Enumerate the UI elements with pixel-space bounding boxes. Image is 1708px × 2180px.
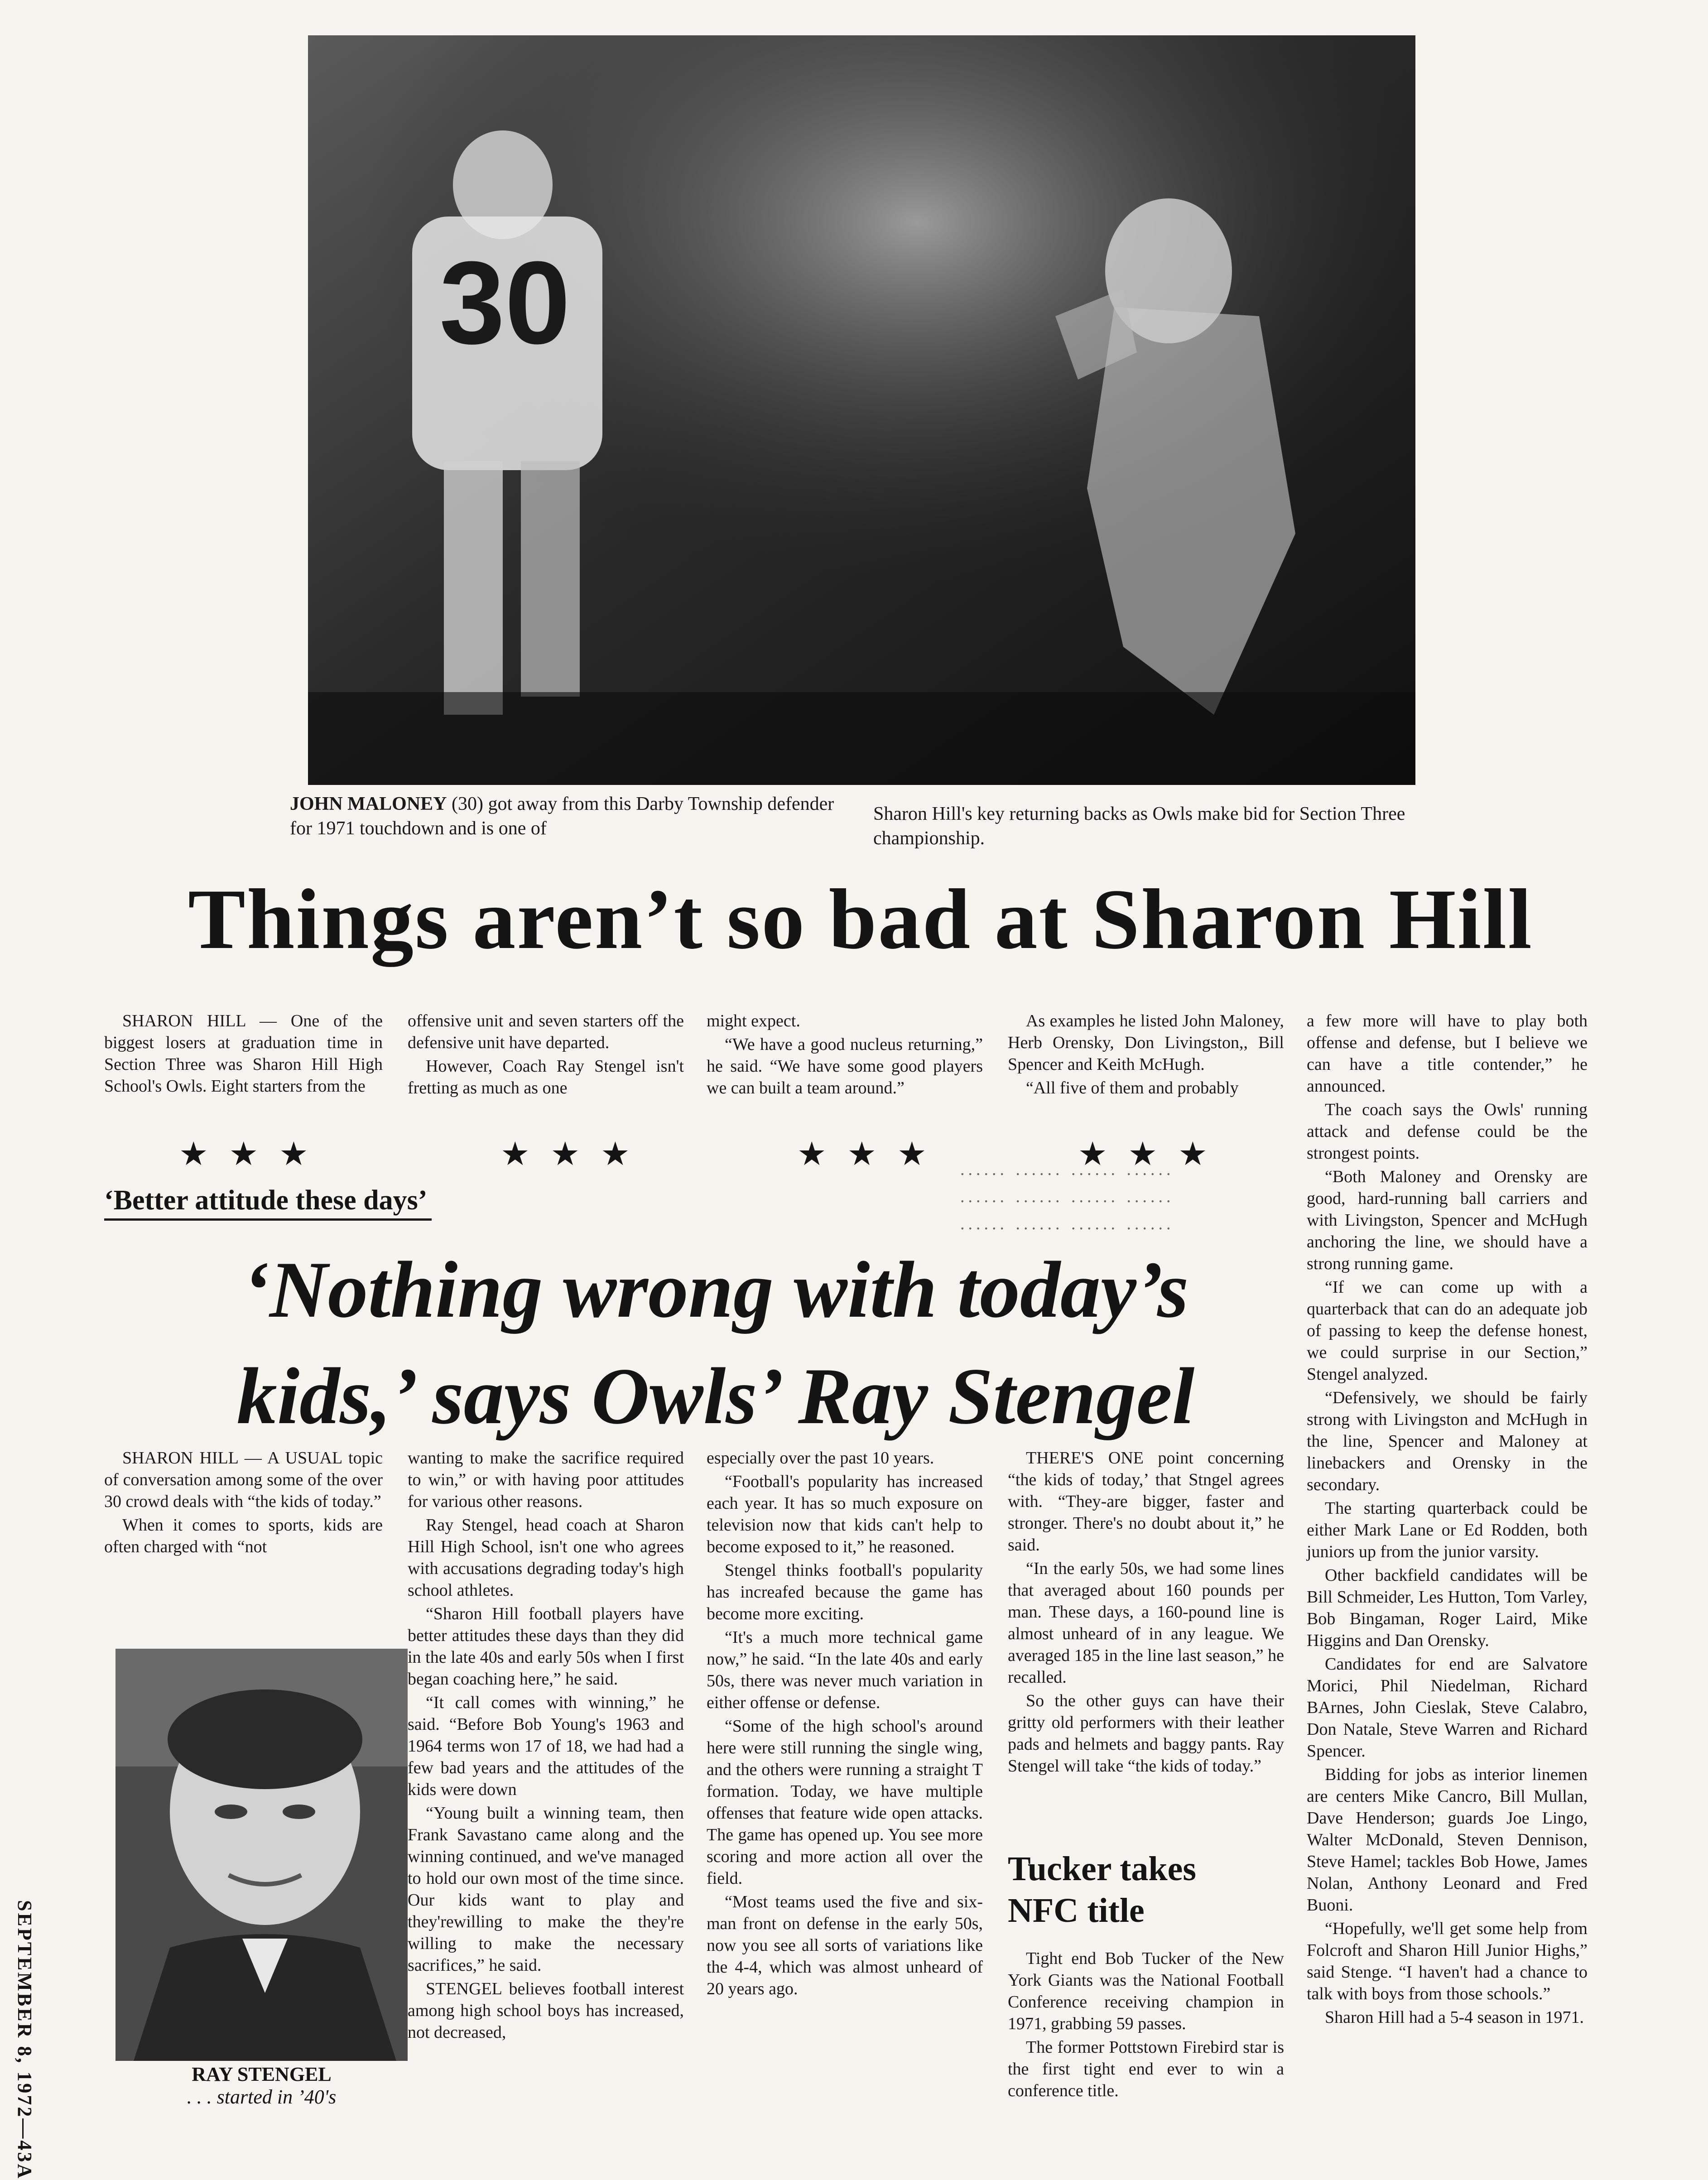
star-divider-3: ★★★	[797, 1135, 948, 1173]
photo-caption-left: JOHN MALONEY (30) got away from this Darby Township defender for 1971 touchdown and is one of	[290, 794, 834, 839]
photo-caption-right: Sharon Hill's key returning backs as Owls make bid for Section Three championship.	[873, 804, 1405, 849]
page-dateline: SEPTEMBER 8, 1972—43A	[14, 1900, 36, 2180]
second-headline-line-2: kids,’ says Owls’ Ray Stengel	[236, 1351, 1195, 1441]
story2-column-4: THERE'S ONE point concerning “the kids of today,’ that Stngel agrees with. “They-are bigger, faster and stronger. There's no doubt about it,” he said. “In the early 50s, we had some lines that averaged about 160 pounds per man. These days, a 160-pound line is almost unheard of in any league. We averaged 185 in the line last season,” he recalled. So the other guys can have their gritty old performers with their leather pads and helmets and baggy pants. Ray Stengel will take “the kids of today.”	[1008, 1449, 1284, 1776]
portrait-caption	[115, 2063, 408, 2108]
story2-column-1: SHARON HILL — A USUAL topic of conversation among some of the over 30 crowd deals with “the kids of today.” When it comes to sports, kids are often charged with “not	[104, 1449, 383, 1556]
dotted-filler-2: ...... ...... ...... ......	[960, 1187, 1174, 1206]
story2-column-3: especially over the past 10 years. “Football's popularity has increased each year. It has so much exposure on television now that kids can't help to become exposed to it,” he reasoned. Stengel thinks football's popularity has increafed because the game has become more exciting. “It's a much more technical game now,” he said. “In the late 40s and early 50s, there was never much variation in either offense or defense. “Some of the high school's around here were still running the single wing, and the others were running a straight T formation. Today, we have multiple offenses that feature wide open attacks. The game has opened up. You see more scoring and more action all over the field. “Most teams used the five and six-man front on defense in the early 50s, now you see all sorts of variations like the 4-4, which was almost unheard of 20 years ago.	[707, 1449, 983, 1998]
dotted-filler-3: ...... ...... ...... ......	[960, 1214, 1174, 1233]
star-divider-4: ★★★	[1078, 1135, 1228, 1173]
story1-column-2: offensive unit and seven starters off the defensive unit have departed. However, Coach Ray Stengel isn't fretting as much as one	[408, 1011, 684, 1097]
game-photo	[308, 35, 1415, 785]
sidebar-headline-line-2: NFC title	[1008, 1891, 1145, 1930]
sidebar-headline	[1008, 1848, 1270, 1931]
sidebar-headline-line-1: Tucker takes	[1008, 1850, 1196, 1888]
kicker-headline: ‘Better attitude these days’	[104, 1182, 432, 1221]
portrait-caption-sub: . . . started in ’40's	[187, 2086, 337, 2108]
dotted-filler-1: ...... ...... ...... ......	[960, 1160, 1174, 1179]
sidebar-body: Tight end Bob Tucker of the New York Giants was the National Football Conference receiving champion in 1971, grabbing 59 passes. The former Pottstown Firebird star is the first tight end ever to win a conference title.	[1008, 1949, 1284, 2100]
second-headline-line-1: ‘Nothing wrong with today’s	[242, 1245, 1189, 1334]
story2-column-2: wanting to make the sacrifice required to win,” or with having poor attitudes for various other reasons. Ray Stengel, head coach at Sharon Hill High School, isn't one who agrees with accusations degrading today's high school athletes. “Sharon Hill football players have better attitudes these days than they did in the late 40s and early 50s when I first began coaching here,” he said. “It call comes with winning,” he said. “Before Bob Young's 1963 and 1964 terms won 17 of 18, we had had a few bad years and the attitudes of the kids were down “Young built a winning team, then Frank Savastano came along and the winning continued, and we've managed to hold our own most of the time since. Our kids want to play and they'rewilling to make the they're willing to make the necessary sacrifices,” he said. STENGEL believes football interest among high school boys has increased, not decreased,	[408, 1449, 684, 2042]
story1-column-1: SHARON HILL — One of the biggest losers at graduation time in Section Three was Sharon Hill High School's Owls. Eight starters from the	[104, 1011, 383, 1096]
portrait-caption-name: RAY STENGEL	[192, 2063, 332, 2085]
story1-column-4: As examples he listed John Maloney, Herb Orensky, Don Livingston,, Bill Spencer and Keith McHugh. “All five of them and probably	[1008, 1011, 1284, 1097]
football-action-photo	[308, 35, 1415, 785]
star-divider-2: ★★★	[500, 1135, 651, 1173]
story1-right-column: a few more will have to play both offense and defense, but I believe we can have a title contender,” he announced. The coach says the Owls' running attack and defense could be the strongest points. “Both Maloney and Orensky are good, hard-running ball carriers and with Livingston, Spencer and McHugh anchoring the line, we should have a strong running game. “If we can come up with a quarterback that can do an adequate job of passing to keep the defense honest, we could surprise in our Section,” Stengel analyzed. “Defensively, we should be fairly strong with Livingston and McHugh in the line, Spencer and Maloney at linebackers and Orensky in the secondary. The starting quarterback could be either Mark Lane or Ed Rodden, both juniors up from the junior varsity. Other backfield candidates will be Bill Schmeider, Les Hutton, Tom Varley, Bob Bingaman, Roger Laird, Mike Higgins and Dan Orensky. Candidates for end are Salvatore Morici, Phil Niedelman, Richard BArnes, John Cieslak, Steve Calabro, Don Natale, Steve Warren and Richard Spencer. Bidding for jobs as interior linemen are centers Mike Cancro, Bill Mullan, Dave Henderson; guards Joe Lingo, Walter McDonald, Steven Dennison, Steve Hamel; tackles Bob Howe, James Nolan, Anthony Leonard and Fred Buoni. “Hopefully, we'll get some help from Folcroft and Sharon Hill Junior Highs,” said Stenge. “I haven't had a chance to talk with boys from those schools.” Sharon Hill had a 5-4 season in 1971.	[1307, 1011, 1588, 2027]
ray-stengel-portrait	[115, 1649, 408, 2061]
second-headline	[118, 1237, 1313, 1449]
main-headline: Things aren’t so bad at Sharon Hill	[188, 872, 1533, 967]
story1-column-3: might expect. “We have a good nucleus returning,” he said. “We have some good players we can built a team around.”	[707, 1011, 983, 1097]
star-divider-1: ★★★	[179, 1135, 329, 1173]
svg-text:30: 30	[439, 237, 571, 369]
portrait-photo	[115, 1649, 408, 2061]
